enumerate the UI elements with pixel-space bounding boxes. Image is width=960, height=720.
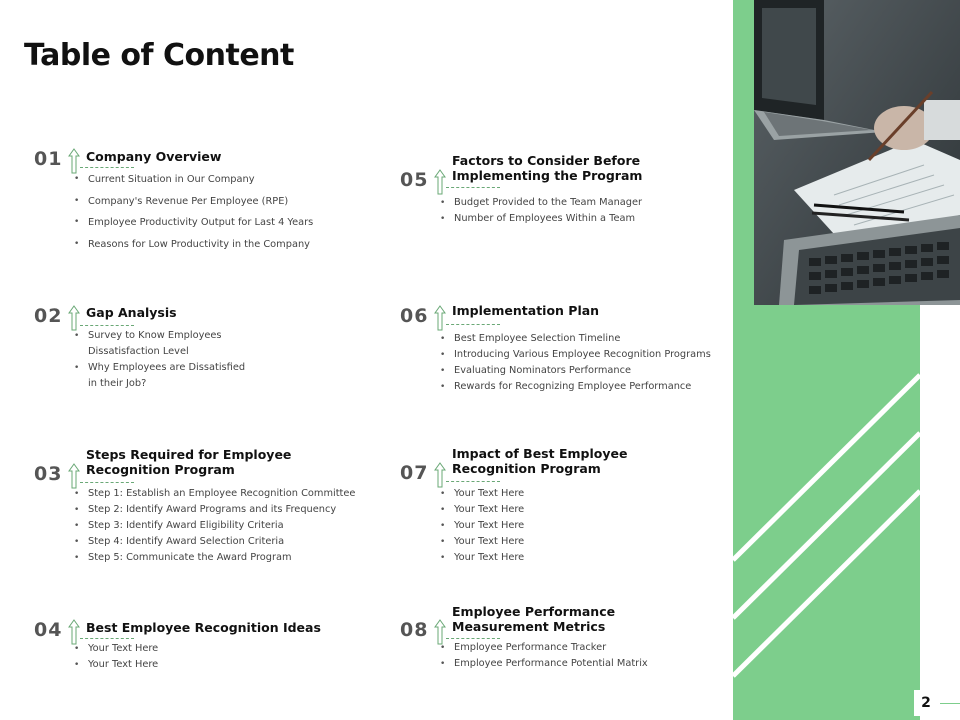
list-item: • Why Employees are Dissatisfied: [70, 360, 245, 376]
list-item: • Employee Performance Potential Matrix: [436, 656, 648, 672]
section-heading: Company Overview: [86, 149, 222, 164]
list-item: • Your Text Here: [436, 486, 524, 502]
toc-section-04: [34, 612, 354, 682]
list-item: • Your Text Here: [70, 641, 158, 657]
toc-section-07: [400, 443, 720, 573]
item-list: [70, 641, 158, 673]
section-number: 03: [34, 463, 63, 485]
list-item: • Step 4: Identify Award Selection Criteria: [70, 534, 355, 550]
list-item: • Step 2: Identify Award Programs and its Frequency: [70, 502, 355, 518]
list-item: • Best Employee Selection Timeline: [436, 331, 711, 347]
toc-section-02: [34, 298, 354, 398]
dashed-underline: [80, 482, 134, 483]
page-number-line: [940, 703, 960, 704]
item-list: [70, 169, 313, 255]
list-item: • Number of Employees Within a Team: [436, 211, 642, 227]
list-item: • Reasons for Low Productivity in the Company: [70, 234, 313, 256]
item-list: [436, 486, 524, 566]
item-list: [70, 486, 355, 566]
up-arrow-icon: [434, 305, 446, 331]
section-heading: Gap Analysis: [86, 305, 177, 320]
toc-section-06: [400, 297, 720, 407]
page-title: Table of Content: [24, 38, 294, 73]
list-item: • Rewards for Recognizing Employee Performance: [436, 379, 711, 395]
up-arrow-icon: [434, 462, 446, 488]
page-number: 2: [914, 690, 938, 716]
list-item: • Step 1: Establish an Employee Recognition Committee: [70, 486, 355, 502]
list-item: • Employee Performance Tracker: [436, 640, 648, 656]
list-item: • Your Text Here: [436, 502, 524, 518]
list-item: • Your Text Here: [436, 534, 524, 550]
laptop-image-icon: [754, 0, 960, 305]
toc-section-05: [400, 150, 720, 240]
section-heading: Best Employee Recognition Ideas: [86, 620, 321, 635]
item-list: [436, 640, 648, 672]
section-heading: Implementation Plan: [452, 303, 600, 318]
list-item: • Evaluating Nominators Performance: [436, 363, 711, 379]
toc-section-03: [34, 444, 354, 574]
list-item: • Step 3: Identify Award Eligibility Criteria: [70, 518, 355, 534]
item-list: [70, 328, 245, 392]
list-item: • Your Text Here: [436, 518, 524, 534]
section-heading: Factors to Consider Before Implementing the Program: [452, 153, 643, 183]
item-list: [436, 195, 642, 227]
list-item-continuation: Dissatisfaction Level: [88, 346, 189, 357]
section-number: 04: [34, 619, 63, 641]
dashed-underline: [446, 187, 500, 188]
section-heading: Steps Required for Employee Recognition Program: [86, 447, 292, 477]
toc-section-01: [34, 140, 354, 260]
dashed-underline: [446, 481, 500, 482]
list-item: • Budget Provided to the Team Manager: [436, 195, 642, 211]
list-item: • Your Text Here: [436, 550, 524, 566]
dashed-underline: [80, 325, 134, 326]
section-heading: Impact of Best Employee Recognition Program: [452, 446, 628, 476]
list-item: • Survey to Know Employees: [70, 328, 245, 344]
section-number: 01: [34, 148, 63, 170]
dashed-underline: [446, 324, 500, 325]
list-item: • Step 5: Communicate the Award Program: [70, 550, 355, 566]
dashed-underline: [446, 638, 500, 639]
item-list: [436, 331, 711, 395]
up-arrow-icon: [434, 169, 446, 195]
section-number: 08: [400, 619, 429, 641]
section-number: 06: [400, 305, 429, 327]
toc-section-08: [400, 602, 720, 682]
dashed-underline: [80, 167, 134, 168]
section-number: 07: [400, 462, 429, 484]
list-item: • Current Situation in Our Company: [70, 169, 313, 191]
section-number: 02: [34, 305, 63, 327]
list-item: • Your Text Here: [70, 657, 158, 673]
list-item: • Introducing Various Employee Recognition Programs: [436, 347, 711, 363]
list-item: • Company's Revenue Per Employee (RPE): [70, 191, 313, 213]
section-number: 05: [400, 169, 429, 191]
dashed-underline: [80, 638, 134, 639]
list-item-continuation: in their Job?: [88, 378, 147, 389]
section-heading: Employee Performance Measurement Metrics: [452, 604, 616, 634]
laptop-photo: [754, 0, 960, 305]
list-item: • Employee Productivity Output for Last 4 Years: [70, 212, 313, 234]
